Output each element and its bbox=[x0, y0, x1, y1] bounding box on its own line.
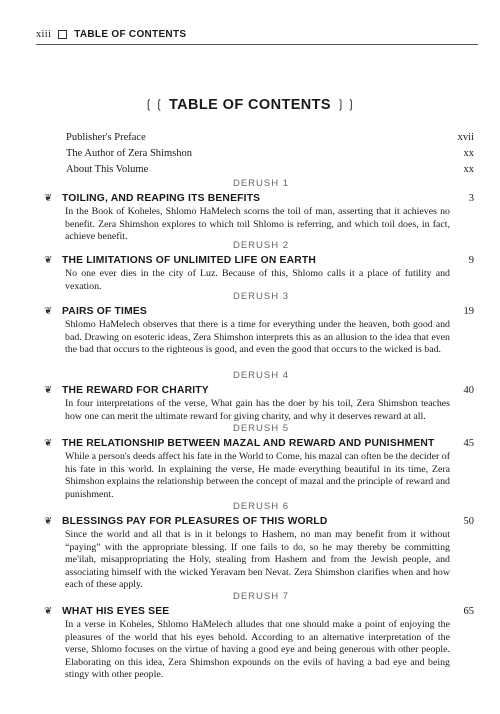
entry-page: 40 bbox=[463, 385, 474, 396]
front-matter-item[interactable] bbox=[66, 130, 474, 146]
running-header bbox=[36, 29, 464, 40]
derush-label: DERUSH 5 bbox=[232, 423, 290, 434]
toc-section bbox=[44, 290, 474, 357]
front-matter-label: About This Volume bbox=[66, 164, 149, 175]
leaf-bullet-icon: ❦ bbox=[44, 516, 53, 527]
toc-entry[interactable] bbox=[44, 383, 474, 398]
toc-section bbox=[44, 590, 474, 682]
page-title-text: TABLE OF CONTENTS bbox=[169, 97, 331, 113]
leaf-bullet-icon: ❦ bbox=[44, 438, 53, 449]
leaf-bullet-icon: ❦ bbox=[44, 306, 53, 317]
header-running-title: TABLE OF CONTENTS bbox=[74, 29, 187, 40]
derush-label: DERUSH 7 bbox=[232, 591, 290, 602]
front-matter-page: xx bbox=[463, 164, 474, 175]
derush-label: DERUSH 1 bbox=[232, 178, 290, 189]
header-page-number: xiii bbox=[36, 29, 52, 40]
toc-section bbox=[44, 369, 474, 423]
derush-label: DERUSH 4 bbox=[232, 370, 290, 381]
toc-entry[interactable] bbox=[44, 514, 474, 529]
entry-description: In the Book of Koheles, Shlomo HaMelech scorns the toil of man, asserting that it achieves no benefit. Zera Shimshon explores to which toil Shlomo is referring, and which toil does, in fact, achieve benefit. bbox=[65, 206, 450, 243]
entry-title: THE RELATIONSHIP BETWEEN MAZAL AND REWARD AND PUNISHMENT bbox=[62, 438, 435, 449]
header-rule bbox=[36, 44, 478, 45]
entry-page: 19 bbox=[463, 306, 474, 317]
entry-page: 9 bbox=[468, 255, 474, 266]
toc-section bbox=[44, 239, 474, 293]
derush-label: DERUSH 3 bbox=[232, 291, 290, 302]
left-ornament-icon: ❲❲ bbox=[143, 97, 165, 111]
entry-description: Shlomo HaMelech observes that there is a time for everything under the heaven, both good and bad. Drawing on esoteric ideas, Zera Shimshon interprets this as an allusion to the idea that even the bad that occurs to the righteous is good, and even the good that occurs to the wicked is bad. bbox=[65, 319, 450, 356]
toc-section bbox=[44, 422, 474, 501]
leaf-bullet-icon: ❦ bbox=[44, 606, 53, 617]
front-matter-page: xvii bbox=[457, 132, 474, 143]
toc-entry[interactable] bbox=[44, 304, 474, 319]
toc-section bbox=[44, 500, 474, 592]
right-ornament-icon: ❳❳ bbox=[335, 97, 357, 111]
entry-page: 50 bbox=[463, 516, 474, 527]
entry-title: BLESSINGS PAY FOR PLEASURES OF THIS WORLD bbox=[62, 516, 328, 527]
entry-title: PAIRS OF TIMES bbox=[62, 306, 147, 317]
entry-description: Since the world and all that is in it belongs to Hashem, no man may benefit from it without “paying” with the appropriate blessing. If one fails to do, so he may thereby be committing me'ilah, misappropriating the Holy, stealing from Hashem and from the Jewish people, and associating himself with the wicked Yeravam ben Nevat. Zera Shimshon clarifies when and how each of these apply. bbox=[65, 529, 450, 591]
entry-description: In a verse in Koheles, Shlomo HaMelech alludes that one should make a point of enjoying the pleasures of the world that his eyes behold. According to an alternative interpretation of the verse, Shlomo focuses on the virtue of having a good eye and being generous with other people. Elaborating on this idea, Zera Shimshon expounds on the evils of having a bad eye and being stingy with other people. bbox=[65, 619, 450, 681]
derush-label: DERUSH 6 bbox=[232, 501, 290, 512]
front-matter-item[interactable] bbox=[66, 162, 474, 178]
entry-page: 3 bbox=[468, 193, 474, 204]
front-matter-page: xx bbox=[463, 148, 474, 159]
entry-title: THE LIMITATIONS OF UNLIMITED LIFE ON EARTH bbox=[62, 255, 316, 266]
entry-title: WHAT HIS EYES SEE bbox=[62, 606, 170, 617]
entry-page: 45 bbox=[463, 438, 474, 449]
derush-label: DERUSH 2 bbox=[232, 240, 290, 251]
toc-entry[interactable] bbox=[44, 604, 474, 619]
toc-section bbox=[44, 177, 474, 244]
toc-entry[interactable] bbox=[44, 191, 474, 206]
entry-description: While a person's deeds affect his fate in the World to Come, his mazal can often be the decider of his fate in this world. In explaining the verse, He made everything beautiful in its time, Zera Shimshon explains the relationship between the concept of mazal and the principle of reward and punishment. bbox=[65, 451, 450, 500]
entry-description: No one ever dies in the city of Luz. Because of this, Shlomo calls it a place of futility and vexation. bbox=[65, 268, 450, 292]
square-ornament-icon bbox=[58, 30, 67, 39]
entry-title: TOILING, AND REAPING ITS BENEFITS bbox=[62, 193, 261, 204]
front-matter-item[interactable] bbox=[66, 146, 474, 162]
leaf-bullet-icon: ❦ bbox=[44, 255, 53, 266]
entry-title: THE REWARD FOR CHARITY bbox=[62, 385, 209, 396]
leaf-bullet-icon: ❦ bbox=[44, 385, 53, 396]
toc-entry[interactable] bbox=[44, 253, 474, 268]
page-title bbox=[0, 97, 500, 113]
leaf-bullet-icon: ❦ bbox=[44, 193, 53, 204]
front-matter-label: Publisher's Preface bbox=[66, 132, 146, 143]
entry-description: In four interpretations of the verse, What gain has the doer by his toil, Zera Shimshon teaches how one can merit the ultimate reward for giving charity, and why it deserves reward at all. bbox=[65, 398, 450, 422]
front-matter-label: The Author of Zera Shimshon bbox=[66, 148, 192, 159]
toc-entry[interactable] bbox=[44, 436, 474, 451]
entry-page: 65 bbox=[463, 606, 474, 617]
front-matter-list bbox=[66, 130, 474, 178]
